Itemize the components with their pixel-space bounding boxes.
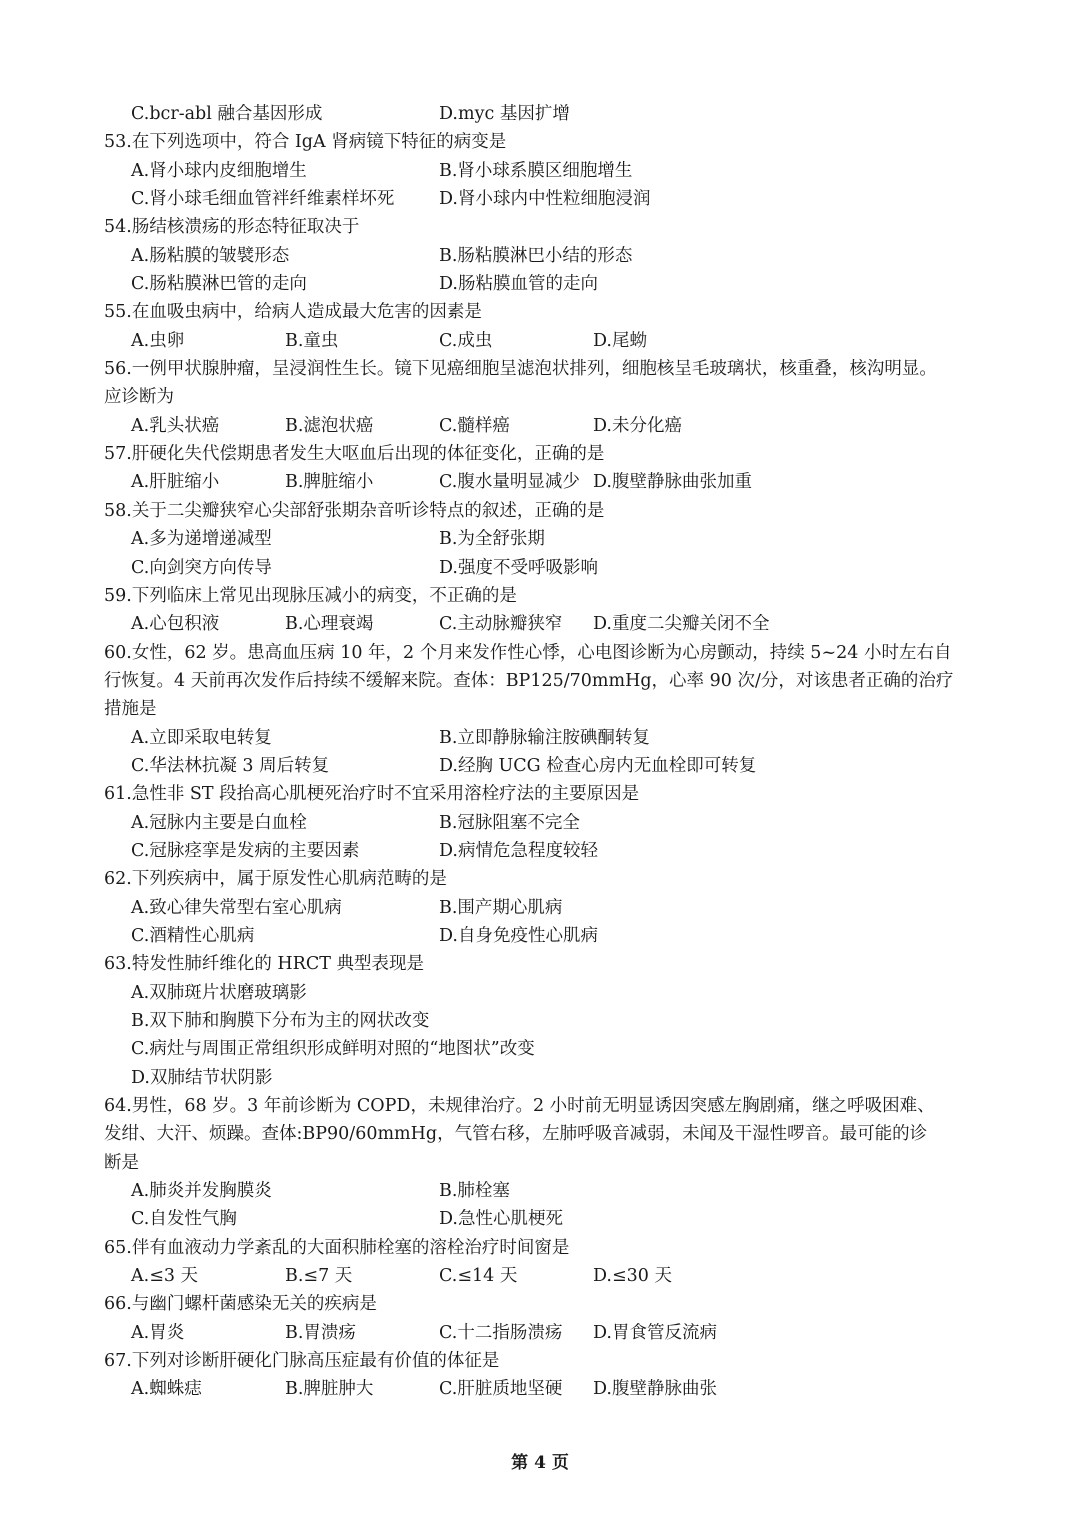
answer-option: A.冠脉内主要是白血栓 (131, 812, 307, 833)
answer-option: B.童虫 (285, 330, 339, 351)
question-stem: 64.男性，68 岁。3 年前诊断为 COPD，未规律治疗。2 小时前无明显诱因突感左胸剧痛，继之呼吸困难、 (104, 1096, 935, 1117)
option-row (104, 1262, 994, 1290)
answer-option: D.病情危急程度较轻 (439, 840, 598, 861)
question-stem: 58.关于二尖瓣狭窄心尖部舒张期杂音听诊特点的叙述，正确的是 (104, 500, 605, 521)
option-row (104, 724, 994, 752)
answer-option: C.酒精性心肌病 (131, 925, 255, 946)
answer-option: D.重度二尖瓣关闭不全 (593, 614, 770, 635)
answer-option: C.髓样癌 (439, 415, 510, 436)
question-stem: 行恢复。4 天前再次发作后持续不缓解来院。查体：BP125/70mmHg，心率 90 次/分，对该患者正确的治疗 (104, 670, 954, 691)
option-row (104, 100, 994, 128)
answer-option: C.主动脉瓣狭窄 (439, 614, 563, 635)
answer-option: D.≤30 天 (593, 1266, 672, 1287)
answer-option: B.肠粘膜淋巴小结的形态 (439, 245, 633, 266)
answer-option: A.肠粘膜的皱襞形态 (131, 245, 290, 266)
answer-option: A.胃炎 (131, 1322, 185, 1343)
answer-option: B.脾脏肿大 (285, 1379, 374, 1400)
answer-option: D.急性心肌梗死 (439, 1209, 563, 1230)
answer-option: A.心包积液 (131, 614, 220, 635)
answer-option: D.肾小球内中性粒细胞浸润 (439, 189, 651, 210)
answer-option: A.多为递增递减型 (131, 529, 272, 550)
question-stem: 57.肝硬化失代偿期患者发生大呕血后出现的体征变化，正确的是 (104, 444, 605, 465)
answer-option: C.bcr-abl 融合基因形成 (131, 104, 323, 124)
option-row (104, 752, 994, 780)
answer-option: A.蜘蛛痣 (131, 1379, 202, 1400)
exam-page-content (104, 100, 994, 1404)
option-row (104, 468, 994, 496)
option-row (104, 610, 994, 638)
answer-option: A.肝脏缩小 (131, 472, 220, 493)
answer-option: A.虫卵 (131, 330, 185, 351)
answer-option: C.病灶与周围正常组织形成鲜明对照的“地图状”改变 (131, 1039, 535, 1060)
option-row (104, 1007, 994, 1035)
answer-option: D.自身免疫性心肌病 (439, 925, 598, 946)
question-stem: 61.急性非 ST 段抬高心肌梗死治疗时不宜采用溶栓疗法的主要原因是 (104, 784, 640, 805)
answer-option: B.滤泡状癌 (285, 415, 374, 436)
option-row (104, 894, 994, 922)
question-stem: 措施是 (104, 699, 157, 720)
answer-option: A.双肺斑片状磨玻璃影 (131, 982, 307, 1003)
question-stem: 应诊断为 (104, 387, 174, 408)
question-stem: 发绀、大汗、烦躁。查体:BP90/60mmHg，气管右移，左肺呼吸音减弱，未闻及干湿性啰音。最可能的诊 (104, 1124, 928, 1145)
option-row (104, 412, 994, 440)
answer-option: B.脾脏缩小 (285, 472, 374, 493)
answer-option: D.腹壁静脉曲张加重 (593, 472, 752, 493)
option-row (104, 837, 994, 865)
answer-option: C.肾小球毛细血管袢纤维素样坏死 (131, 189, 395, 210)
option-row (104, 525, 994, 553)
answer-option: B.冠脉阻塞不完全 (439, 812, 580, 833)
answer-option: B.肾小球系膜区细胞增生 (439, 160, 633, 181)
option-row (104, 1319, 994, 1347)
question-stem: 60.女性，62 岁。患高血压病 10 年，2 个月来发作性心悸，心电图诊断为心房颤动，持续 5~24 小时左右自 (104, 642, 952, 663)
question-stem: 65.伴有血液动力学紊乱的大面积肺栓塞的溶栓治疗时间窗是 (104, 1237, 570, 1258)
answer-option: A.致心律失常型右室心肌病 (131, 897, 342, 918)
answer-option: D.经胸 UCG 检查心房内无血栓即可转复 (439, 755, 757, 776)
answer-option: B.立即静脉输注胺碘酮转复 (439, 727, 650, 748)
answer-option: C.肝脏质地坚硬 (439, 1379, 563, 1400)
option-row (104, 979, 994, 1007)
answer-option: B.肺栓塞 (439, 1181, 510, 1202)
answer-option: D.胃食管反流病 (593, 1322, 717, 1343)
option-row (104, 1064, 994, 1092)
answer-option: D.未分化癌 (593, 415, 682, 436)
question-stem: 53.在下列选项中，符合 IgA 肾病镜下特征的病变是 (104, 132, 507, 153)
question-stem: 55.在血吸虫病中，给病人造成最大危害的因素是 (104, 302, 482, 323)
answer-option: C.≤14 天 (439, 1266, 518, 1287)
question-stem: 54.肠结核溃疡的形态特征取决于 (104, 217, 360, 238)
option-row (104, 1375, 994, 1403)
question-stem: 62.下列疾病中，属于原发性心肌病范畴的是 (104, 869, 447, 890)
answer-option: C.向剑突方向传导 (131, 557, 272, 578)
answer-option: D.myc 基因扩增 (439, 104, 570, 124)
answer-option: B.≤7 天 (285, 1266, 353, 1287)
answer-option: A.≤3 天 (131, 1266, 199, 1287)
option-row (104, 327, 994, 355)
option-row (104, 270, 994, 298)
answer-option: C.华法林抗凝 3 周后转复 (131, 755, 330, 776)
answer-option: A.肺炎并发胸膜炎 (131, 1181, 272, 1202)
answer-option: D.双肺结节状阴影 (131, 1067, 273, 1088)
option-row (104, 809, 994, 837)
answer-option: C.肠粘膜淋巴管的走向 (131, 274, 307, 295)
answer-option: A.乳头状癌 (131, 415, 220, 436)
question-stem: 59.下列临床上常见出现脉压减小的病变，不正确的是 (104, 585, 517, 606)
answer-option: D.强度不受呼吸影响 (439, 557, 598, 578)
answer-option: C.冠脉痉挛是发病的主要因素 (131, 840, 360, 861)
answer-option: D.腹壁静脉曲张 (593, 1379, 717, 1400)
page-number: 第 4 页 (511, 1453, 569, 1473)
option-row (104, 157, 994, 185)
answer-option: B.胃溃疡 (285, 1322, 356, 1343)
option-row (104, 922, 994, 950)
option-row (104, 1035, 994, 1063)
option-row (104, 242, 994, 270)
answer-option: B.为全舒张期 (439, 529, 545, 550)
answer-option: C.成虫 (439, 330, 493, 351)
answer-option: C.十二指肠溃疡 (439, 1322, 563, 1343)
answer-option: B.心理衰竭 (285, 614, 374, 635)
question-stem: 67.下列对诊断肝硬化门脉高压症最有价值的体征是 (104, 1351, 500, 1372)
question-stem: 断是 (104, 1152, 139, 1173)
answer-option: C.腹水量明显减少 (439, 472, 580, 493)
question-stem: 63.特发性肺纤维化的 HRCT 典型表现是 (104, 954, 424, 975)
question-stem: 66.与幽门螺杆菌感染无关的疾病是 (104, 1294, 377, 1315)
answer-option: A.肾小球内皮细胞增生 (131, 160, 307, 181)
answer-option: C.自发性气胸 (131, 1209, 237, 1230)
answer-option: A.立即采取电转复 (131, 727, 272, 748)
option-row (104, 185, 994, 213)
answer-option: B.双下肺和胸膜下分布为主的网状改变 (131, 1011, 430, 1031)
question-stem: 56.一例甲状腺肿瘤，呈浸润性生长。镜下见癌细胞呈滤泡状排列，细胞核呈毛玻璃状，核重叠，核沟明显。 (104, 359, 937, 380)
answer-option: D.尾蚴 (593, 330, 647, 351)
answer-option: D.肠粘膜血管的走向 (439, 274, 598, 295)
option-row (104, 1177, 994, 1205)
option-row (104, 1205, 994, 1233)
option-row (104, 554, 994, 582)
answer-option: B.围产期心肌病 (439, 897, 563, 918)
